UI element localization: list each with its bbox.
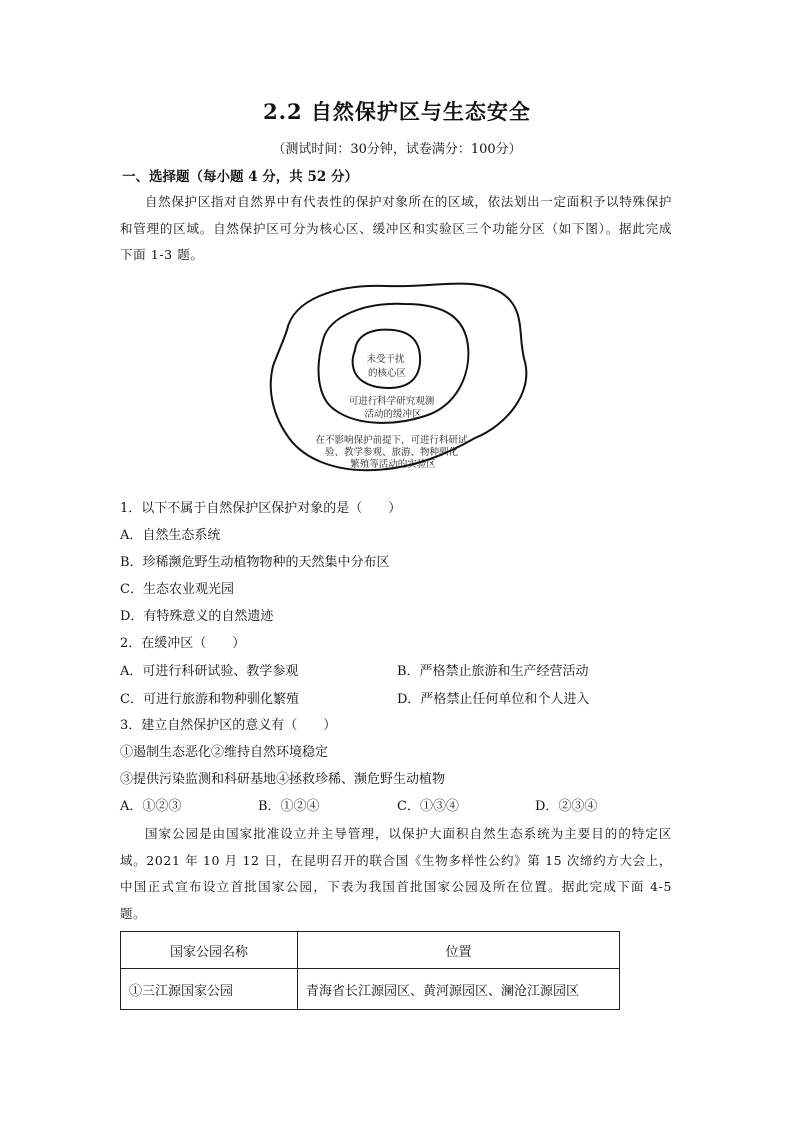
experiment-label-line: 验、教学参观、旅游、物种驯化 bbox=[324, 447, 458, 458]
question-1-stem: 1．以下不属于自然保护区保护对象的是（ ） bbox=[120, 501, 402, 516]
experiment-zone-label bbox=[315, 434, 470, 470]
buffer-label-line: 活动的缓冲区 bbox=[364, 409, 422, 420]
reserve-zones-diagram bbox=[265, 270, 530, 475]
test-info: （测试时间：30分钟，试卷满分：100分） bbox=[272, 142, 522, 157]
core-label-line: 的核心区 bbox=[367, 368, 407, 379]
question-3-stem: 3．建立自然保护区的意义有（ ） bbox=[120, 718, 337, 733]
question-2-option-a[interactable]: A．可进行科研试验、教学参观 bbox=[120, 664, 299, 679]
question-2-option-d[interactable]: D．严格禁止任何单位和个人进入 bbox=[397, 692, 590, 707]
page-title: 2.2 自然保护区与生态安全 bbox=[263, 99, 531, 124]
question-3-option-d[interactable]: D．②③④ bbox=[535, 799, 598, 814]
question-1-option-b[interactable]: B．珍稀濒危野生动植物物种的天然集中分布区 bbox=[120, 555, 390, 570]
national-parks-table bbox=[120, 931, 620, 1010]
table-row bbox=[121, 969, 620, 1010]
park-location-cell: 青海省长江源园区、黄河源园区、澜沧江源园区 bbox=[298, 969, 620, 1010]
question-1-option-a[interactable]: A．自然生态系统 bbox=[120, 528, 221, 543]
question-1-option-d[interactable]: D．有特殊意义的自然遗迹 bbox=[120, 609, 274, 624]
experiment-label-line: 在不影响保护前提下，可进行科研试 bbox=[315, 435, 468, 446]
question-3-option-b[interactable]: B．①②④ bbox=[258, 799, 320, 814]
column-header-name: 国家公园名称 bbox=[121, 932, 298, 969]
core-zone-label bbox=[366, 353, 407, 379]
buffer-label-line: 可进行科学研究观测 bbox=[348, 396, 435, 407]
question-3-statements-2: ③提供污染监测和科研基地④拯救珍稀、濒危野生动植物 bbox=[120, 772, 446, 787]
question-3-statements-1: ①遏制生态恶化②维持自然环境稳定 bbox=[120, 745, 329, 760]
table-header-row bbox=[121, 932, 620, 969]
intro-paragraph-2: 国家公园是由国家批准设立并主导管理，以保护大面积自然生态系统为主要目的的特定区域。2021 年 10 月 12 日，在昆明召开的联合国《生物多样性公约》第 15 次缔约方大会上，中国正式宣布设立首批国家公园，下表为我国首批国家公园及所在位置。据此完成下面 4-5 题。 bbox=[120, 826, 672, 921]
question-2-option-c[interactable]: C．可进行旅游和物种驯化繁殖 bbox=[120, 692, 299, 707]
section-heading: 一、选择题（每小题 4 分，共 52 分） bbox=[122, 169, 358, 185]
question-3-option-c[interactable]: C．①③④ bbox=[397, 799, 459, 814]
question-3-option-a[interactable]: A．①②③ bbox=[120, 799, 182, 814]
intro-paragraph-1: 自然保护区指对自然界中有代表性的保护对象所在的区域，依法划出一定面积予以特殊保护和管理的区域。自然保护区可分为核心区、缓冲区和实验区三个功能分区（如下图）。据此完成下面 1-3 题。 bbox=[120, 194, 672, 262]
question-2-option-b[interactable]: B．严格禁止旅游和生产经营活动 bbox=[397, 664, 589, 679]
question-2-stem: 2．在缓冲区（ ） bbox=[120, 636, 246, 651]
question-1-option-c[interactable]: C．生态农业观光园 bbox=[120, 582, 234, 597]
experiment-label-line: 繁殖等活动的实验区 bbox=[350, 459, 436, 470]
core-label-line: 未受干扰 bbox=[366, 354, 405, 365]
park-name-cell: ①三江源国家公园 bbox=[121, 969, 298, 1010]
column-header-location: 位置 bbox=[298, 932, 620, 969]
